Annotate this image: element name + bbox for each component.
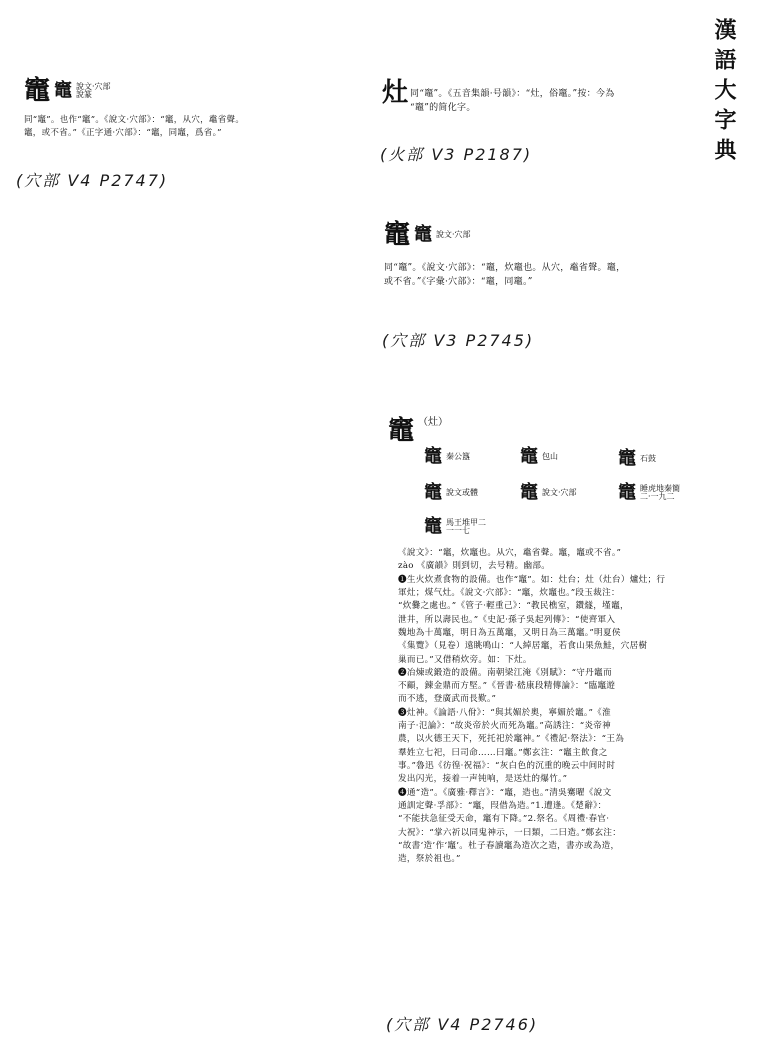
form-glyph: 竈	[424, 446, 442, 467]
mid-right-headword: 竈	[384, 220, 411, 250]
form-glyph: 竈	[618, 448, 636, 469]
main-handwritten-note: (穴部 V4 P2746)	[386, 1015, 539, 1034]
book-title: 漢語大字典	[711, 18, 737, 168]
mid-right-handwritten-note: (穴部 V3 P2745)	[382, 331, 535, 350]
form-item	[424, 448, 470, 466]
main-variant: （灶）	[418, 417, 449, 428]
form-item	[618, 450, 656, 468]
form-glyph: 竈	[520, 446, 538, 467]
main-paragraph-sense-3: ❸灶神。《論語·八佾》：“與其媚於奧，寧媚於竈。”《淮 南子·氾論》：“故炎帝於火而死為竈。”高誘注：“炎帝神 農，以火德王天下，死托祀於竈神。”《禮記·祭法》：“王為 羣姓立七祀，曰司命……曰竈。”鄭玄注：“竈主飲食之 事。”魯迅《彷徨·祝福》：“灰白色的沉重的晚云中间时时 发出闪光，接着一声钝响，是送灶的爆竹。”	[398, 707, 625, 785]
main-entry-body	[398, 547, 728, 867]
form-item	[424, 484, 478, 502]
mid-right-entry-text: 同“竈”。《說文·穴部》：“竈，炊竈也。从穴，鼁省聲。竈， 或不省。”《字彙·穴部》：“竈，同竈。”	[384, 263, 626, 287]
form-item	[618, 484, 680, 502]
form-label: 馬王堆甲二 一一七	[446, 517, 486, 535]
left-entry-text: 同“竈”。也作“竈”。《說文·穴部》：“竈，从穴，鼁省聲。 竈，或不省。”《正字通·穴部》：“竈，同竈，爲省。”	[24, 115, 245, 139]
main-paragraph-intro: 《說文》：“竈，炊竈也。从穴，鼁省聲。竈，竈或不省。” zào 《廣韻》則到切，去号精。幽部。	[398, 548, 622, 572]
form-label: 秦公簋	[446, 451, 470, 461]
form-item	[520, 484, 577, 502]
form-item	[520, 448, 558, 466]
main-paragraph-sense-4: ❹通“造”。《廣雅·釋言》：“竈，造也。”清吳騫曜《說文 通訓定聲·孚部》：“竈，叚借為造。”1.遭逢。《楚辭》： “不能扶急征受天命，竈有下降。”2.祭名。《周禮·春官· 大祝》：“掌六祈以同鬼神示，一曰類，二曰造。”鄭玄注： “故書‘造’作‘竈’。杜子春讀竈為造次之造，書亦或為造， 造，祭於祖也。”	[398, 787, 622, 865]
left-entry	[24, 78, 344, 140]
form-item	[424, 518, 486, 536]
form-label: 說文或體	[446, 487, 478, 497]
top-right-entry-text: 同“竈”。《五音集韻·号韻》：“灶，俗竈。”按：今為 “竈”的简化字。	[410, 89, 615, 113]
form-label: 睡虎地秦簡 二·一九二	[640, 483, 680, 501]
form-glyph: 竈	[520, 482, 538, 503]
top-right-headword: 灶	[382, 78, 409, 108]
main-entry-header	[388, 418, 728, 444]
mid-right-seal-caption: 說文·穴部	[436, 229, 471, 239]
main-entry	[388, 418, 728, 444]
form-label: 包山	[542, 451, 558, 461]
left-seal-glyph: 竈	[54, 80, 73, 101]
top-right-handwritten-note: (火部 V3 P2187)	[380, 145, 533, 164]
form-label: 石鼓	[640, 453, 656, 463]
form-label: 說文·穴部	[542, 487, 577, 497]
main-paragraph-sense-2: ❷冶煉或鍛造的設備。南朝梁江淹《別賦》：“守丹竈而 不顧，鍊金鼎而方堅。”《晉書·嵇康段精傳論》：“臨竈遊 而不逃，登廣武而長歎。”	[398, 667, 616, 705]
form-glyph: 竈	[424, 516, 442, 537]
mid-right-seal-glyph: 竈	[414, 224, 433, 245]
left-entry-header	[24, 78, 344, 104]
top-right-entry	[382, 80, 702, 116]
left-seal-caption: 說文·穴部 說篆	[76, 81, 111, 99]
form-glyph: 竈	[424, 482, 442, 503]
main-paragraph-sense-1: ❶生火炊煮食物的設備。也作“竈”。如：灶台；灶（灶台）爐灶；行 軍灶；煤气灶。《說文·穴部》：“竈，炊竈也。”段玉裁注： “炊爨之處也。”《管子·輕重己》：“教民樵室，鑽燧，墐竈， 泄井，所以壽民也。”《史記·孫子吳起列傳》：“使齊軍入 魏地為十萬竈，明日為五萬竈，又明日為三萬竈。”明夏侯 《集覽》（見卷）遠眺鳴山：“人綽居竈，若食山果魚鮭，穴居樹 巢而已。”又借稍炊旁。如：下灶。	[398, 574, 666, 665]
main-forms-grid	[422, 442, 722, 542]
mid-right-entry	[384, 222, 704, 290]
left-headword: 竈	[24, 76, 51, 106]
left-handwritten-note: (穴部 V4 P2747)	[16, 171, 169, 190]
form-glyph: 竈	[618, 482, 636, 503]
main-headword: 竈	[388, 416, 415, 446]
